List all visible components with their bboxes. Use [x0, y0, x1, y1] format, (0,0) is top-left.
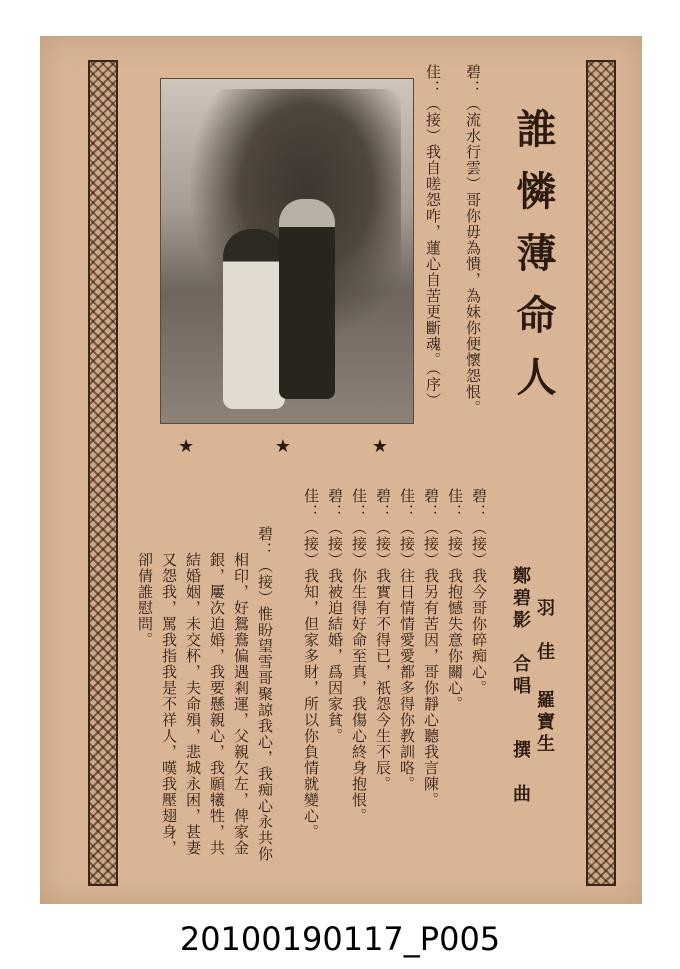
top-lyric-line: 碧：（流水行雲）哥你毋為憒，為妹你便懷怨恨。 — [464, 64, 482, 416]
credit-line: 羅寶生 — [534, 690, 555, 756]
lyric-line: 碧：（接）我今哥你碎痴心。 — [470, 488, 488, 696]
lyric-line: 碧：（接）我被迫結婚，爲因家貧。 — [326, 488, 344, 744]
lyric-line: 結婚姻，未交杯，夫命殞，悲城永困，甚妻 — [184, 552, 202, 856]
left-decorative-border — [88, 60, 118, 886]
top-lyric-line: 佳：（接）我自嗟怨咋，蓮心自苦更斷魂。（序） — [424, 64, 442, 409]
man-figure — [279, 199, 335, 399]
lyric-line: 佳：（接）我知，但家多財，所以你負情就變心。 — [302, 488, 320, 840]
star-ornaments — [178, 436, 388, 457]
lyric-line: 佳：（接）你生得好命至真，我傷心終身抱恨。 — [350, 488, 368, 824]
woman-figure — [223, 229, 285, 409]
lyric-line: 銀，屢次迫婚，我要懸親心，我願犧牲，共 — [208, 552, 226, 856]
lyric-line: 卻倩誰慰問。 — [136, 552, 154, 648]
lyric-line: 佳：（接）我抱憾失意你關心。 — [446, 488, 464, 712]
lyric-line: 碧：（接）我另有苦因，哥你靜心聽我言陳。 — [422, 488, 440, 808]
lyric-line: 碧：（接）我實有不得已，祇怨今生不辰。 — [374, 488, 392, 792]
credit-line: 撰 曲 — [510, 740, 531, 806]
credit-line: 鄭碧影 合唱 — [510, 566, 531, 698]
scan-id-label: 20100190117_P005 — [179, 920, 501, 958]
star-icon: ★ — [371, 436, 388, 457]
lyric-line: 碧：（接）惟盼望雪哥聚諒我心，我痴心永共你 — [256, 526, 274, 862]
lyric-line: 佳：（接）往日情情愛愛都多得你教訓咯。 — [398, 488, 416, 792]
right-decorative-border — [586, 60, 616, 886]
couple-photograph — [160, 78, 414, 424]
star-icon: ★ — [178, 436, 195, 457]
song-title: 誰憐薄命人 — [510, 108, 557, 418]
credit-line: 羽 佳 — [534, 598, 555, 664]
star-icon: ★ — [274, 436, 292, 457]
lyric-line: 相印，好鴛鴦偏遇剎運，父親欠左，俾家金 — [232, 552, 250, 856]
lyric-line: 又怨我，罵我指我是不祥人，嘆我壓翅身， — [160, 552, 178, 856]
